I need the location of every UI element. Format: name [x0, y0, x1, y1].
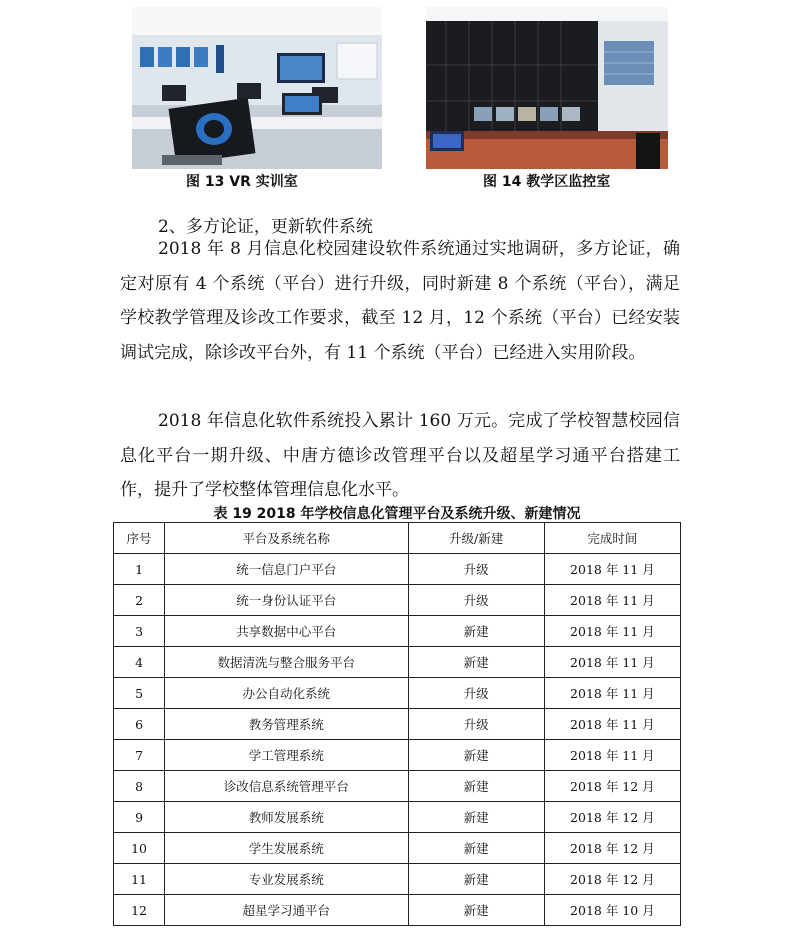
cell-name: 学生发展系统 — [165, 833, 408, 864]
table-row — [114, 678, 681, 709]
cell-index: 11 — [114, 864, 165, 895]
cell-name: 专业发展系统 — [165, 864, 408, 895]
table-row — [114, 771, 681, 802]
header-date: 完成时间 — [544, 523, 680, 554]
cell-name: 统一信息门户平台 — [165, 554, 408, 585]
cell-date: 2018 年 11 月 — [544, 554, 680, 585]
table-row — [114, 554, 681, 585]
cell-type: 升级 — [408, 709, 544, 740]
cell-name: 学工管理系统 — [165, 740, 408, 771]
cell-name: 数据清洗与整合服务平台 — [165, 647, 408, 678]
table-row — [114, 709, 681, 740]
cell-name: 教师发展系统 — [165, 802, 408, 833]
cell-date: 2018 年 11 月 — [544, 740, 680, 771]
cell-type: 新建 — [408, 864, 544, 895]
cell-name: 共享数据中心平台 — [165, 616, 408, 647]
header-index: 序号 — [114, 523, 165, 554]
paragraph-2: 2018 年信息化软件系统投入累计 160 万元。完成了学校智慧校园信息化平台一期升级、中唐方德诊改管理平台以及超星学习通平台搭建工作，提升了学校整体管理信息化水平。 — [120, 411, 680, 500]
table-row — [114, 647, 681, 678]
cell-index: 3 — [114, 616, 165, 647]
cell-index: 8 — [114, 771, 165, 802]
table-row — [114, 585, 681, 616]
cell-name: 教务管理系统 — [165, 709, 408, 740]
table-row — [114, 802, 681, 833]
header-name: 平台及系统名称 — [165, 523, 408, 554]
cell-index: 7 — [114, 740, 165, 771]
cell-index: 4 — [114, 647, 165, 678]
cell-date: 2018 年 12 月 — [544, 833, 680, 864]
cell-index: 2 — [114, 585, 165, 616]
cell-type: 新建 — [408, 740, 544, 771]
cell-date: 2018 年 12 月 — [544, 802, 680, 833]
figure-13-caption: 图 13 VR 实训室 — [186, 174, 298, 190]
cell-type: 升级 — [408, 678, 544, 709]
cell-date: 2018 年 11 月 — [544, 647, 680, 678]
section-heading: 2、多方论证，更新软件系统 — [158, 217, 373, 237]
cell-date: 2018 年 11 月 — [544, 709, 680, 740]
cell-type: 新建 — [408, 833, 544, 864]
header-type: 升级/新建 — [408, 523, 544, 554]
cell-name: 办公自动化系统 — [165, 678, 408, 709]
cell-index: 10 — [114, 833, 165, 864]
cell-type: 升级 — [408, 554, 544, 585]
cell-index: 6 — [114, 709, 165, 740]
cell-index: 9 — [114, 802, 165, 833]
cell-index: 1 — [114, 554, 165, 585]
table-row — [114, 740, 681, 771]
figure-14-caption: 图 14 教学区监控室 — [483, 174, 611, 190]
cell-type: 新建 — [408, 802, 544, 833]
cell-date: 2018 年 12 月 — [544, 771, 680, 802]
cell-type: 新建 — [408, 771, 544, 802]
table-row — [114, 895, 681, 926]
monitoring-room-photo — [426, 7, 668, 169]
cell-date: 2018 年 11 月 — [544, 585, 680, 616]
cell-date: 2018 年 11 月 — [544, 678, 680, 709]
table-row — [114, 833, 681, 864]
vr-room-photo — [132, 7, 382, 169]
cell-type: 升级 — [408, 585, 544, 616]
cell-name: 统一身份认证平台 — [165, 585, 408, 616]
table-header-row — [114, 523, 681, 554]
table-body — [114, 554, 681, 926]
paragraph-1: 2018 年 8 月信息化校园建设软件系统通过实地调研，多方论证，确定对原有 4 个系统（平台）进行升级，同时新建 8 个系统（平台），满足学校教学管理及诊改工作要求，截至 12 月，12 个系统（平台）已经安装调试完成，除诊改平台外，有 11 个系统（平台）已经进入实用阶段。 — [120, 239, 680, 363]
cell-index: 12 — [114, 895, 165, 926]
cell-index: 5 — [114, 678, 165, 709]
cell-name: 超星学习通平台 — [165, 895, 408, 926]
cell-type: 新建 — [408, 895, 544, 926]
cell-date: 2018 年 10 月 — [544, 895, 680, 926]
table-row — [114, 864, 681, 895]
platform-table — [113, 522, 681, 926]
cell-type: 新建 — [408, 647, 544, 678]
cell-date: 2018 年 12 月 — [544, 864, 680, 895]
table-row — [114, 616, 681, 647]
cell-date: 2018 年 11 月 — [544, 616, 680, 647]
cell-type: 新建 — [408, 616, 544, 647]
cell-name: 诊改信息系统管理平台 — [165, 771, 408, 802]
table-title: 表 19 2018 年学校信息化管理平台及系统升级、新建情况 — [213, 506, 581, 522]
